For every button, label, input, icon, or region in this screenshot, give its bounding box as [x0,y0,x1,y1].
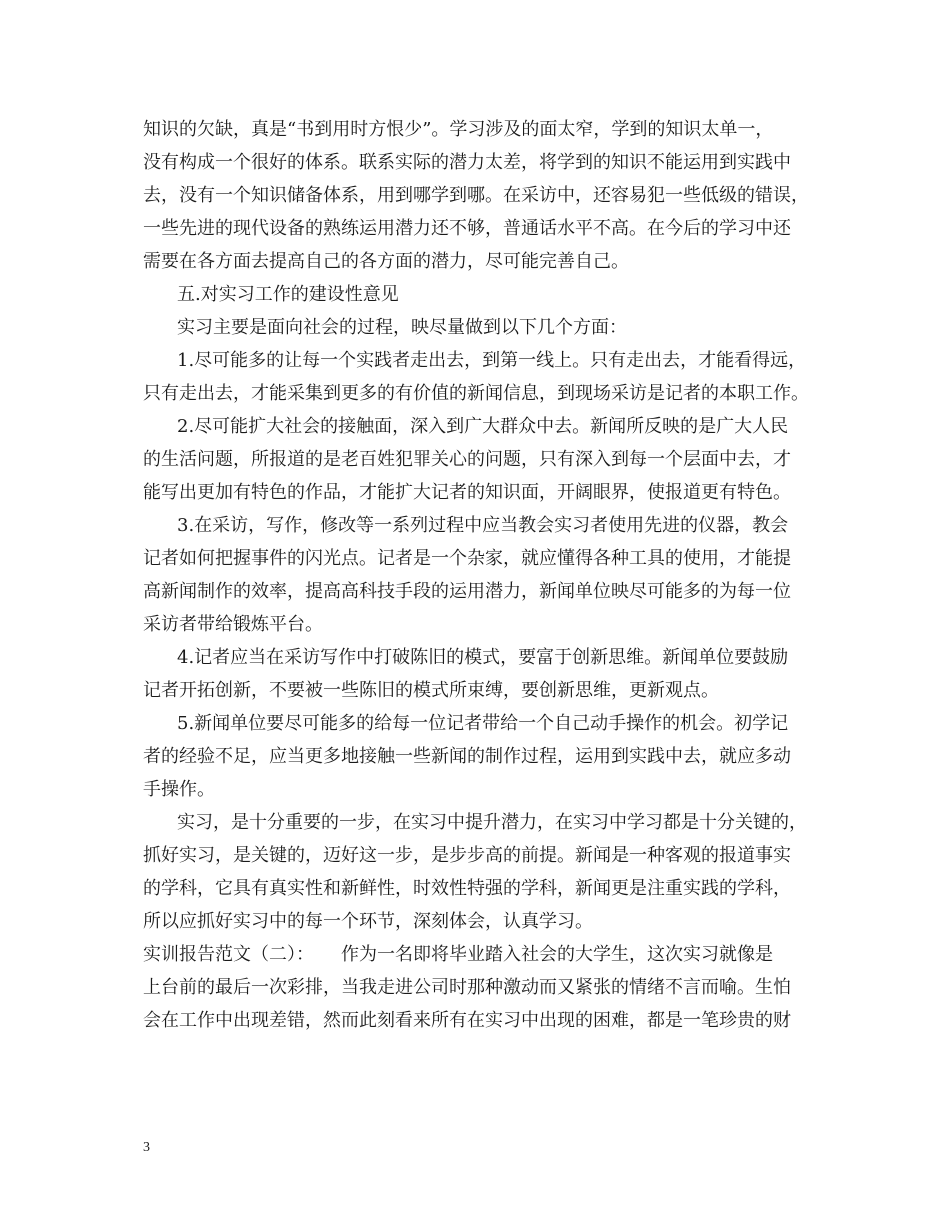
text-line: 高新闻制作的效率，提高高科技手段的运用潜力，新闻单位映尽可能多的为每一位 [143,581,791,602]
text-line: 需要在各方面去提高自己的各方面的潜力，尽可能完善自己。 [143,251,629,272]
text-line: 3.在采访，写作，修改等一系列过程中应当教会实习者使用先进的仪器，教会 [177,515,789,536]
text-line: 上台前的最后一次彩排，当我走进公司时那种激动而又紧张的情绪不言而喻。生怕 [143,977,791,998]
section-heading: 五.对实习工作的建设性意见 [177,284,399,305]
text-line: 1.尽可能多的让每一个实践者走出去，到第一线上。只有走出去，才能看得远， [177,350,807,371]
text-line: 实习主要是面向社会的过程，映尽量做到以下几个方面： [177,317,627,338]
text-line: 2.尽可能扩大社会的接触面，深入到广大群众中去。新闻所反映的是广大人民 [177,416,789,437]
text-line: 去，没有一个知识储备体系，用到哪学到哪。在采访中，还容易犯一些低级的错误， [143,185,809,206]
text-line: 会在工作中出现差错，然而此刻看来所有在实习中出现的困难，都是一笔珍贵的财 [143,1010,791,1031]
text-line: 者的经验不足，应当更多地接触一些新闻的制作过程，运用到实践中去，就应多动 [143,746,791,767]
text-line: 能写出更加有特色的作品，才能扩大记者的知识面，开阔眼界，使报道更有特色。 [143,482,791,503]
text-line: 实习，是十分重要的一步，在实习中提升潜力，在实习中学习都是十分关键的， [177,812,807,833]
page-number: 3 [143,1140,150,1155]
text-line: 一些先进的现代设备的熟练运用潜力还不够，普通话水平不高。在今后的学习中还 [143,218,791,239]
text-line: 4.记者应当在采访写作中打破陈旧的模式，要富于创新思维。新闻单位要鼓励 [177,647,789,668]
text-line: 所以应抓好实习中的每一个环节，深刻体会，认真学习。 [143,911,593,932]
text-line: 采访者带给锻炼平台。 [143,614,323,635]
text-line: 记者开拓创新，不要被一些陈旧的模式所束缚，要创新思维，更新观点。 [143,680,719,701]
text-line: 抓好实习，是关键的，迈好这一步，是步步高的前提。新闻是一种客观的报道事实 [143,845,791,866]
text-line: 只有走出去，才能采集到更多的有价值的新闻信息，到现场采访是记者的本职工作。 [143,383,809,404]
text-line: 知识的欠缺，真是“书到用时方恨少”。学习涉及的面太窄，学到的知识太单一， [143,119,774,140]
text-line: 记者如何把握事件的闪光点。记者是一个杂家，就应懂得各种工具的使用，才能提 [143,548,791,569]
text-line: 没有构成一个很好的体系。联系实际的潜力太差，将学到的知识不能运用到实践中 [143,152,791,173]
text-line: 的学科，它具有真实性和新鲜性，时效性特强的学科，新闻更是注重实践的学科， [143,878,791,899]
text-line: 实训报告范文（二）： 作为一名即将毕业踏入社会的大学生，这次实习就像是 [143,944,773,965]
text-line: 5.新闻单位要尽可能多的给每一位记者带给一个自己动手操作的机会。初学记 [177,713,789,734]
text-line: 的生活问题，所报道的是老百姓犯罪关心的问题，只有深入到每一个层面中去，才 [143,449,791,470]
text-line: 手操作。 [143,779,215,800]
